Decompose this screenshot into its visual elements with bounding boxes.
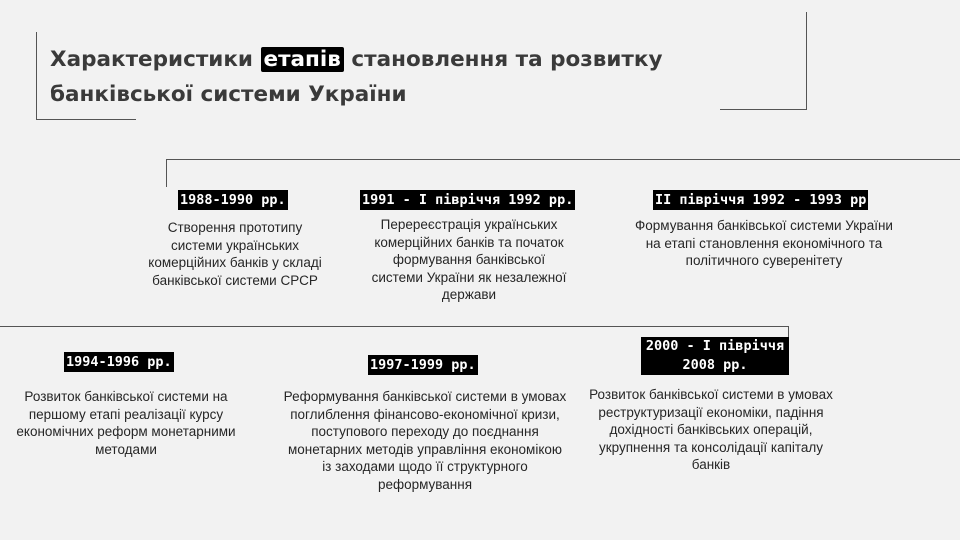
title-frame-bottom-left — [36, 119, 136, 120]
stage-description-1992-1993: Формування банківської системи України на етапі становлення економічного та політичного суверенітету — [635, 218, 893, 268]
stage-description-2000-2008: Розвиток банківської системи в умовах реструктуризації економіки, падіння дохідності банківських операцій, укрупнення та консолідації капіталу банків — [589, 387, 833, 472]
stage-period-2000-2008: 2000 - I півріччя 2008 рр. — [641, 337, 789, 375]
title-highlight: етапів — [261, 47, 344, 72]
timeline-bottom-line — [0, 326, 789, 327]
page-title — [50, 42, 810, 112]
title-pre: Характеристики — [50, 47, 261, 72]
stage-description-1997-1999: Реформування банківської системи в умовах поглиблення фінансово-економічної кризи, поступового переходу до поєднання монетарних методів управління економікою із заходами щодо її структурного реформування — [283, 389, 567, 492]
stage-period-1997-1999: 1997-1999 рр. — [370, 357, 476, 373]
title-frame-left — [36, 32, 37, 120]
stage-period-1988-1990: 1988-1990 рр. — [180, 192, 286, 208]
stage-description-1991-1992: Перереєстрація українських комерційних банків та початок формування банківської системи України як незалежної держави — [371, 217, 567, 302]
stage-description-1988-1990: Створення прототипу системи українських комерційних банків у складі банківської системи СРСР — [148, 220, 322, 288]
stage-description-1994-1996: Розвиток банківської системи на першому етапі реалізації курсу економічних реформ монетарними методами — [16, 389, 236, 457]
title-post: становлення та розвитку банківської системи України — [50, 47, 663, 107]
timeline-top-tick — [166, 159, 167, 187]
timeline-top-line — [166, 159, 960, 160]
stage-period-1991-1992: 1991 - I півріччя 1992 рр. — [362, 192, 574, 208]
stage-period-1994-1996: 1994-1996 рр. — [66, 354, 172, 370]
stage-period-1992-1993: II півріччя 1992 - 1993 рр — [655, 192, 867, 208]
